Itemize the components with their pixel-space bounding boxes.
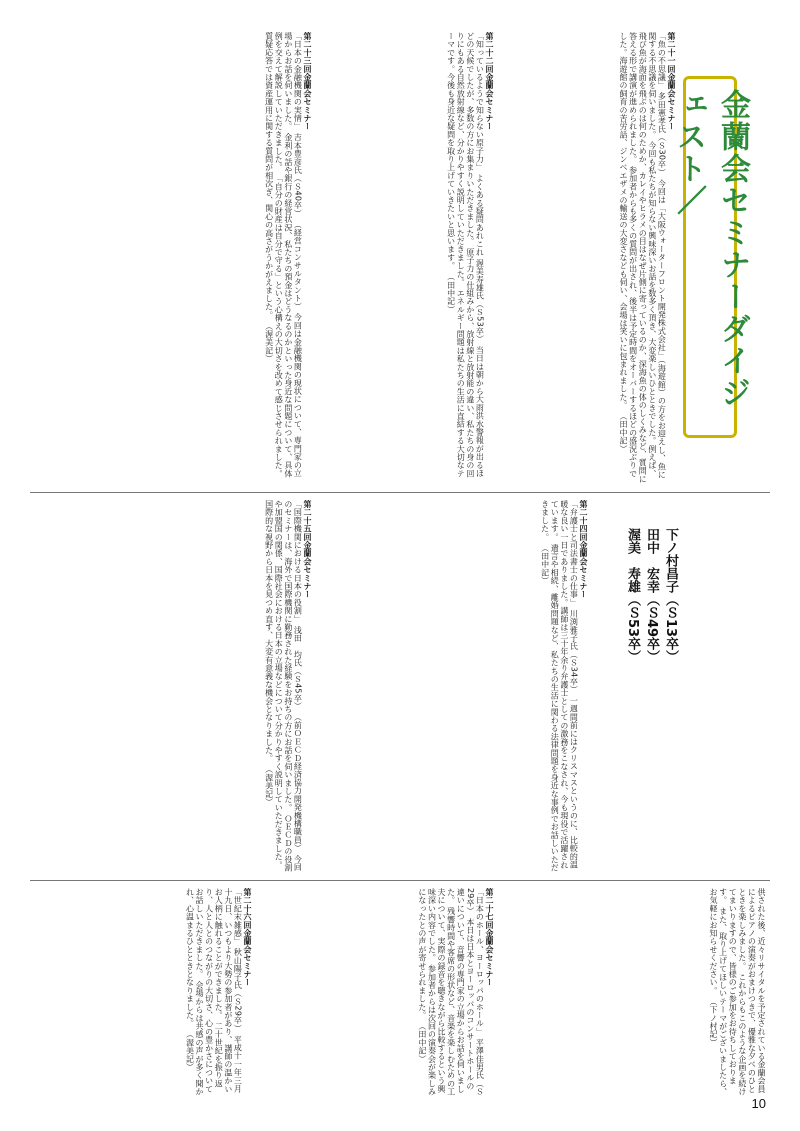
article-body: 「国際機関における日本の役割」 浅田 均氏（Ｓ45卒） （前ＯＥＣＤ経済協力開発機構職員） 今回のセミナーは、海外で国際機関に勤務された経験をお持ちの方にお話を伺いました。 ＯＥＣＤの役割や加盟国の関係、国際社会における日本の立場などについて分かりやすく説明していただきました。 国際的な視野から日本を見つめ直す、大変有意義な機会となりました。 （渥美記） [264, 500, 303, 872]
author-name: 渥美 寿雄（Ｓ53卒） [625, 528, 640, 664]
title-frame [671, 76, 750, 438]
section-divider [30, 880, 770, 881]
middle-article-1 [318, 500, 588, 872]
article-heading: 第二十一回金蘭会セミナー [667, 32, 676, 131]
article-body: 供された後、近々リサイタルを予定されている金蘭会員によるピアノの演奏がおまけつきで、優雅な夕べのひとときを楽しみました。 これからもこのような企画を続けてまいりますので、皆様のご参加をお待ちしております。 また、取り上げてほしいテーマがございましたら、お気軽にお知らせください。 （下ノ村記） [709, 888, 766, 1096]
article-heading: 第二十五回金蘭会セミナー [303, 500, 312, 599]
upper-article-1 [500, 32, 676, 484]
article-body: 「知っているようで知らない原子力」 よくある疑問あれこれ 渥美寿雄氏（Ｓ53卒） 当日は朝から大雨洪水警報が出るほどの天候でしたが、多数の方にお集まりいただきました。 原子力の仕組みから、放射線と放射能の違い、私たちの身の回りにもある自然放射線など、分かりやすく説明していただきました。 エネルギー問題は私たちの生活に直結する大切なテーマです。今後も身近な疑問を取り上げていきたいと思います。 （田中記） [446, 32, 485, 478]
author-name: 下ノ村昌子（Ｓ13卒） [663, 528, 678, 664]
authors-block [600, 528, 680, 698]
page-title: 金蘭会セミナーダイジェスト／ [671, 89, 750, 409]
article-heading: 第二十七回金蘭会セミナー [485, 888, 494, 987]
article-body: 「魚の不思議」 多田憲孝氏（Ｓ30卒） 今回は「大阪ウォーターフロント開発株式会社」（海遊館）の方をお迎えし、魚に関する不思議を伺いました。 今回も私たちが知らない興味深いお話を数多く頂き、大変楽しいひとときでした。例えば、飛び魚が海面を飛ぶのは何のためか、カレイやヒラメの目はなぜ片側に寄っているのか、深海魚の体のしくみなど、質問に答える形で講演が進められました。 参加者からも多くの質問が出され、後半は予定時間をオーバーするほどの盛況ぶりでした。海遊館の飼育の苦労話、ジンベエザメの輸送の大変さなども伺い、会場は笑いに包まれました。 （田中記） [619, 32, 667, 483]
upper-article-2 [318, 32, 494, 484]
lower-article-1 [30, 888, 252, 1096]
article-heading: 第二十六回金蘭会セミナー [243, 888, 252, 987]
upper-article-3 [30, 32, 312, 484]
lower-article-3 [500, 888, 766, 1096]
lower-article-2 [258, 888, 494, 1096]
article-body: 「世紀末雑感」 秋山陽子氏（Ｓ29卒） 平成十一年三月十九日、いつもより大勢の参加者があり、講師の温かいお人柄に触れることができました。 二十世紀を振り返り、人と人とのつながりの大切さ、心の豊かさについてお話しいただきました。 会場からは共感の声が多く聞かれ、心温まるひとときとなりました。 （渥美記） [185, 888, 243, 1096]
article-heading: 第二十三回金蘭会セミナー [303, 32, 312, 131]
page-number: 10 [751, 1096, 766, 1111]
article-body: 「日本の金融機関の実情」 吉本豊彦氏（Ｓ40卒） （経営コンサルタント） 今回は金融機関の現状について、専門家の立場からお話を伺いました。 金利の話や銀行の経営状況、私たちの預金はどうなるのかといった身近な問題について、具体例を交えて解説していただきました。 「自分の財産は自分で守る」という心構えの大切さを改めて感じさせられました。質疑応答では資産運用に関する質問が相次ぎ、関心の高さがうかがえました。 （渥美記） [264, 32, 303, 478]
section-divider [30, 492, 770, 493]
article-heading: 第二十二回金蘭会セミナー [485, 32, 494, 131]
article-heading: 第二十四回金蘭会セミナー [579, 500, 588, 599]
middle-article-2 [30, 500, 312, 872]
author-name: 田中 宏幸（Ｓ49卒） [644, 528, 659, 664]
article-body: 「日本のホール、ヨーロッパのホール」 平澤佳男氏（Ｓ29卒） 本日は日本とヨーロッパのコンサートホールの違いについて、音響の専門家の立場からお話を伺いました。 残響時間や客席の形状など、音楽を楽しむための工夫について、実際の録音を聴きながら比較するという興味深い内容でした。 参加者からは次回の演奏会が楽しみになったとの声が寄せられました。 （田中記） [417, 888, 485, 1096]
article-body: 「弁護士と司法書士の仕事」 川渕雅子氏（Ｓ34卒） 一週間前にはクリスマスというのに、比較的温暖な良い一日でありました。講師は三十年余り弁護士としての激務をこなされ、今も現役で活躍されています。 遺言や相続、離婚問題など、私たちの生活に関わる法律問題を身近な事例でお話しいただきました。 （田中記） [540, 500, 579, 872]
